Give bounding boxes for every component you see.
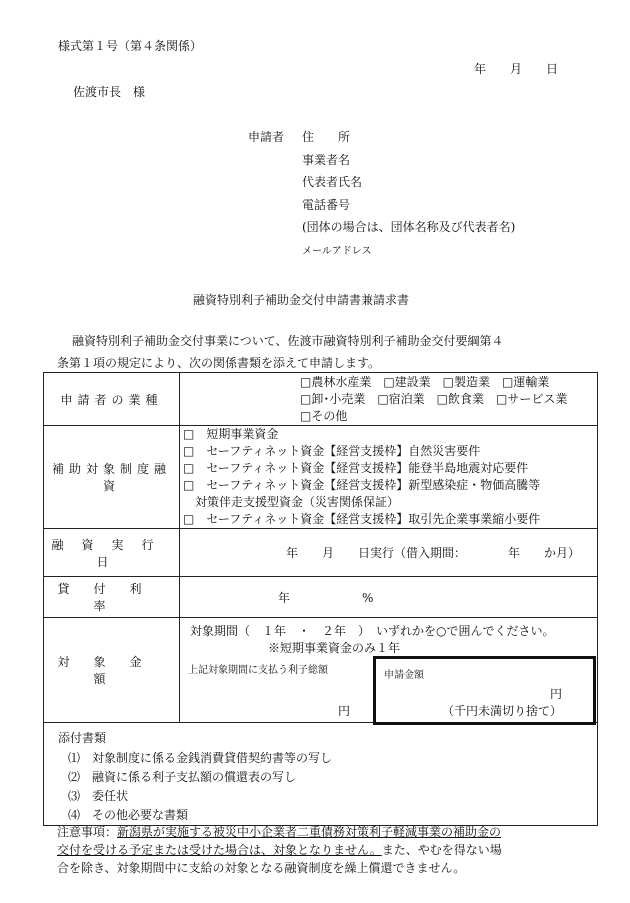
loan-date-value[interactable]: 年 月 日実行（借入期間： 年 か月） <box>180 529 598 577</box>
attachment-item-1: ⑴ 対象制度に係る金銭消費貸借契約書等の写し <box>68 751 333 765</box>
loan-option-2[interactable]: □ セーフティネット資金【経営支援枠】自然災害要件 <box>183 444 481 458</box>
row-loan-date <box>44 529 598 577</box>
loan-system-options[interactable] <box>180 426 598 529</box>
field-phone: 電話番号 <box>302 198 351 212</box>
loan-option-4[interactable]: □ セーフティネット資金【経営支援枠】新型感染症・物価高騰等 <box>183 478 541 492</box>
amount-cell <box>180 618 598 723</box>
business-type-label: 申請者の業種 <box>44 373 180 426</box>
notes-rest-2: また、やむを得ない場 <box>381 843 502 857</box>
period-line[interactable]: 対象期間（ １年 ・ ２年 ） いずれかを○で囲んでください。 <box>190 624 555 638</box>
row-business-type <box>44 373 598 426</box>
business-type-row-2[interactable]: □卸･小売業 □宿泊業 □飲食業 □サービス業 <box>300 392 568 406</box>
addressee: 佐渡市長 様 <box>73 85 146 99</box>
rounding-note: （千円未満切り捨て） <box>442 704 563 718</box>
loan-option-1[interactable]: □ 短期事業資金 <box>183 427 279 441</box>
form-number: 様式第１号（第４条関係） <box>58 39 203 53</box>
attachment-item-3: ⑶ 委任状 <box>68 789 129 803</box>
loan-system-label: 補助対象制度融資 <box>44 426 180 529</box>
intro-line-2: 条第１項の規定により、次の関係書類を添えて申請します。 <box>57 356 381 370</box>
attachment-item-4: ⑷ その他必要な書類 <box>68 808 189 822</box>
application-table <box>43 372 598 826</box>
amount-label: 対象金額 <box>44 618 180 723</box>
document-title: 融資特別利子補助金交付申請書兼請求書 <box>193 293 410 307</box>
row-amount <box>44 618 598 723</box>
notes-prefix: 注意事項： <box>57 825 118 839</box>
row-interest-rate <box>44 577 598 618</box>
notes-underlined-1: 新潟県が実施する被災中小企業者二重債務対策利子軽減事業の補助金の <box>117 825 502 839</box>
loan-date-label: 融資実行日 <box>44 529 180 577</box>
row-loan-system <box>44 426 598 529</box>
business-type-row-3[interactable]: □その他 <box>300 409 348 423</box>
attachments-cell <box>44 723 598 826</box>
date-line: 年 月 日 <box>474 62 559 76</box>
applicant-label: 申請者 <box>248 130 285 144</box>
request-amount-label: 申請金額 <box>384 670 424 681</box>
field-address: 住 所 <box>302 130 351 144</box>
field-group-note: (団体の場合は、団体名称及び代表者名) <box>302 220 516 234</box>
interest-total-label: 上記対象期間に支払う利子総額 <box>188 665 328 676</box>
notes-line-1 <box>57 823 501 840</box>
request-amount-yen: 円 <box>550 687 563 701</box>
interest-total-yen: 円 <box>338 704 351 718</box>
period-note: ※短期事業資金のみ１年 <box>268 641 401 655</box>
intro-line-1: 融資特別利子補助金交付事業について、佐渡市融資特別利子補助金交付要綱第４ <box>72 334 504 348</box>
attachments-label: 添付書類 <box>58 731 107 745</box>
notes-line-3: 合を除き、対象期間中に支給の対象となる融資制度を繰上償還できません。 <box>57 861 466 875</box>
interest-rate-value[interactable]: 年 % <box>180 577 598 618</box>
loan-option-5[interactable]: □ セーフティネット資金【経営支援枠】取引先企業事業縮小要件 <box>183 512 541 526</box>
request-amount-box[interactable] <box>373 656 596 725</box>
loan-option-3[interactable]: □ セーフティネット資金【経営支援枠】能登半島地震対応要件 <box>183 461 529 475</box>
notes-line-2 <box>57 841 502 858</box>
row-attachments <box>44 723 598 826</box>
business-type-options[interactable] <box>180 373 598 426</box>
loan-option-4-cont: 対策伴走支援型資金（災害関係保証） <box>183 495 400 509</box>
business-type-row-1[interactable]: □農林水産業 □建設業 □製造業 □運輸業 <box>300 375 550 389</box>
field-business-name: 事業者名 <box>302 153 351 167</box>
interest-rate-label: 貸付利率 <box>44 577 180 618</box>
field-email: メールアドレス <box>302 246 372 257</box>
field-representative: 代表者氏名 <box>302 175 363 189</box>
attachment-item-2: ⑵ 融資に係る利子支払額の償還表の写し <box>68 770 297 784</box>
notes-underlined-2: 交付を受ける予定または受けた場合は、対象となりません。 <box>57 843 382 857</box>
